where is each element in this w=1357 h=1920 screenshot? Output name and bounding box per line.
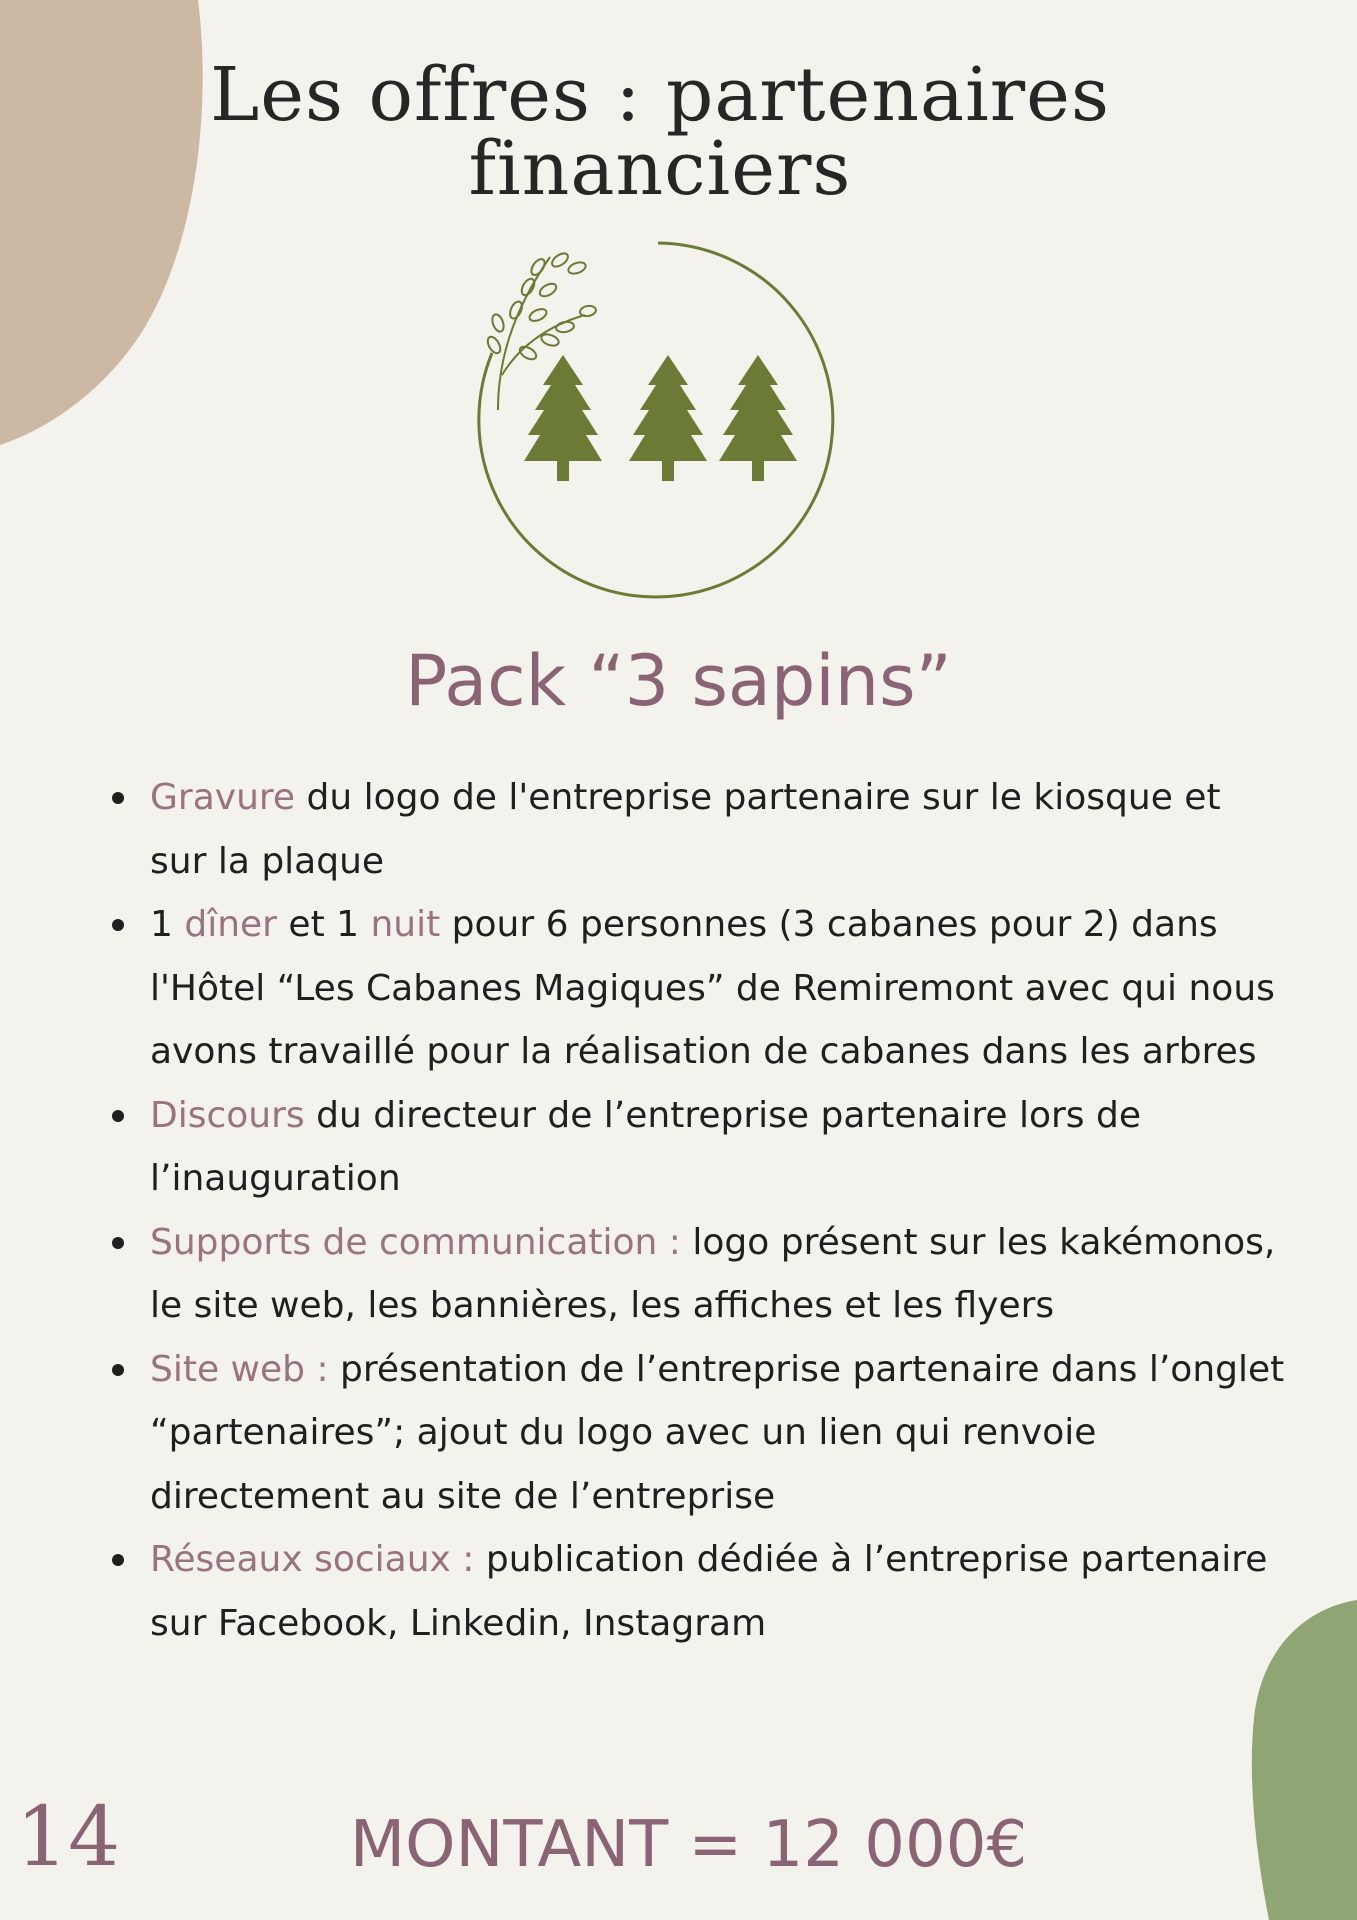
amount-total: MONTANT = 12 000€ <box>349 1808 1028 1882</box>
list-item <box>108 1338 1288 1529</box>
bullet-highlight: Site web : <box>150 1348 329 1390</box>
bullet-icon <box>112 792 124 804</box>
list-item <box>108 766 1288 893</box>
list-item <box>108 1211 1288 1338</box>
list-item <box>108 1528 1288 1655</box>
bullet-icon <box>112 1364 124 1376</box>
page-title-line-1: Les offres : partenaires <box>210 52 1110 138</box>
bullet-highlight: Gravure <box>150 777 296 818</box>
bullet-prefix: 1 <box>150 904 185 945</box>
page-title <box>150 52 1170 212</box>
bullet-highlight: Réseaux sociaux : <box>150 1539 475 1580</box>
bullet-text: publication dédiée à l’entreprise partenaire sur Facebook, Linkedin, Instagram <box>150 1539 1268 1644</box>
bullet-icon <box>112 1237 124 1249</box>
page-title-line-2: financiers <box>468 126 852 212</box>
bullet-text: du directeur de l’entreprise partenaire lors de l’inauguration <box>150 1094 1141 1199</box>
bullet-icon <box>112 919 124 931</box>
bullet-middle: et 1 <box>276 904 371 945</box>
bullet-text: du logo de l'entreprise partenaire sur le kiosque et sur la plaque <box>150 777 1221 882</box>
page-number: 14 <box>16 1790 121 1885</box>
bullet-icon <box>112 1554 124 1566</box>
three-pine-trees-circle-icon <box>450 235 860 605</box>
bullet-highlight: dîner <box>184 904 277 945</box>
list-item <box>108 893 1288 1084</box>
bullet-text: pour 6 personnes (3 cabanes pour 2) dans l'Hôtel “Les Cabanes Magiques” de Remiremont avec qui nous avons travaillé pour la réalisation de cabanes dans les arbres <box>150 904 1275 1072</box>
bullet-highlight: Discours <box>150 1094 305 1136</box>
offer-bullet-list <box>108 766 1288 1655</box>
pine-tree-icon-3 <box>719 355 797 481</box>
pine-tree-icon-1 <box>524 355 602 481</box>
bullet-text: présentation de l’entreprise partenaire dans l’onglet “partenaires”; ajout du logo avec un lien qui renvoie directement au site de l’entreprise <box>150 1348 1285 1517</box>
pack-title: Pack “3 sapins” <box>405 640 952 722</box>
bullet-highlight-2: nuit <box>370 904 441 945</box>
bullet-icon <box>112 1110 124 1122</box>
leaf-branch-icon <box>485 251 597 410</box>
list-item <box>108 1084 1288 1211</box>
pine-tree-icon-2 <box>629 355 707 481</box>
bullet-text: logo présent sur les kakémonos, le site web, les bannières, les affiches et les flyers <box>150 1221 1276 1326</box>
bullet-highlight: Supports de communication : <box>150 1221 681 1263</box>
